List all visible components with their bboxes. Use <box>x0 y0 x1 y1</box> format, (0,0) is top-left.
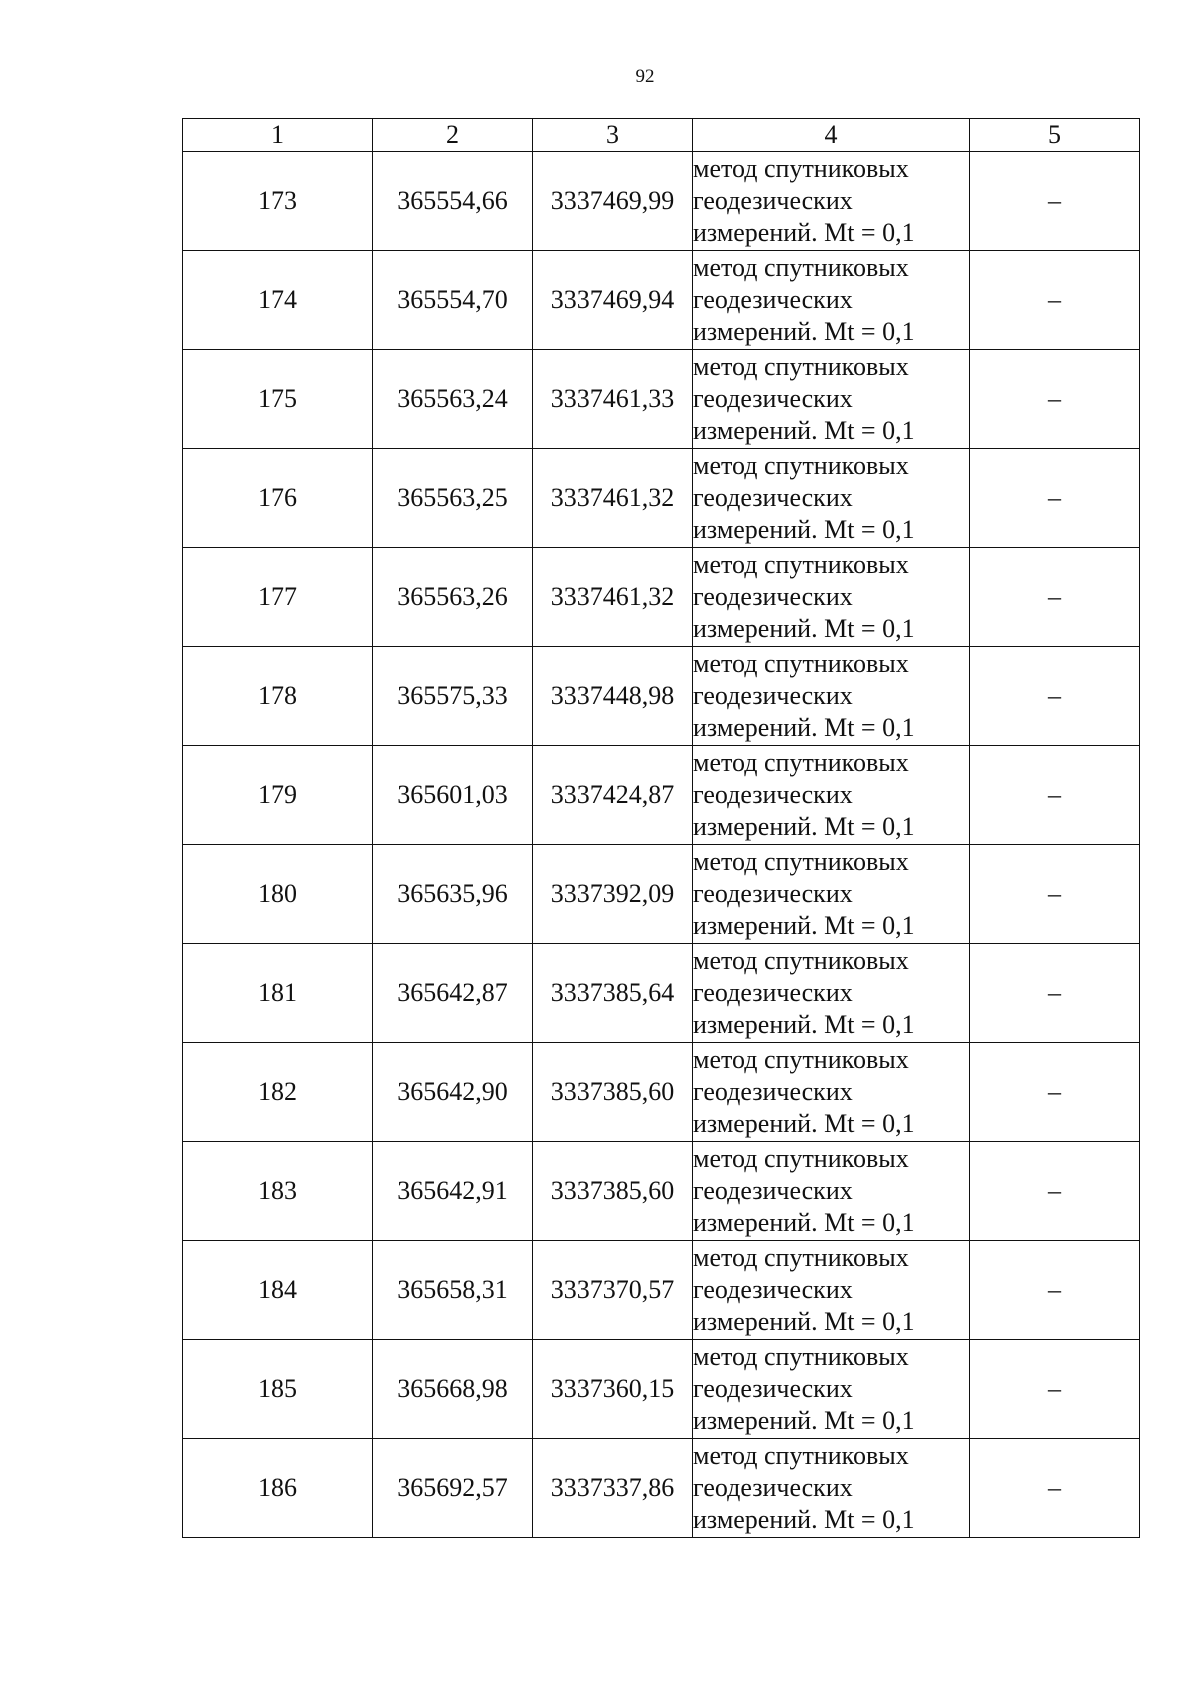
method-line: измерений. Mt = 0,1 <box>693 1307 915 1336</box>
method-line: измерений. Mt = 0,1 <box>693 614 915 643</box>
table-body <box>183 152 1140 1538</box>
method-line: геодезических <box>693 582 853 611</box>
x-coordinate-cell: 365554,66 <box>373 152 533 251</box>
note-cell: – <box>970 251 1140 350</box>
method-line: геодезических <box>693 879 853 908</box>
method-line: измерений. Mt = 0,1 <box>693 1505 915 1534</box>
x-coordinate-cell: 365642,87 <box>373 944 533 1043</box>
x-coordinate-cell: 365642,91 <box>373 1142 533 1241</box>
method-line: метод спутниковых <box>693 946 909 975</box>
note-cell: – <box>970 449 1140 548</box>
x-coordinate-cell: 365563,26 <box>373 548 533 647</box>
method-line: геодезических <box>693 1176 853 1205</box>
note-cell: – <box>970 1340 1140 1439</box>
table-row <box>183 647 1140 746</box>
table-row <box>183 449 1140 548</box>
y-coordinate-cell: 3337424,87 <box>533 746 693 845</box>
note-cell: – <box>970 548 1140 647</box>
method-line: геодезических <box>693 1473 853 1502</box>
method-cell <box>693 944 970 1043</box>
y-coordinate-cell: 3337370,57 <box>533 1241 693 1340</box>
method-line: метод спутниковых <box>693 847 909 876</box>
x-coordinate-cell: 365692,57 <box>373 1439 533 1538</box>
point-number-cell: 182 <box>183 1043 373 1142</box>
y-coordinate-cell: 3337385,60 <box>533 1142 693 1241</box>
method-cell <box>693 746 970 845</box>
point-number-cell: 179 <box>183 746 373 845</box>
note-cell: – <box>970 1439 1140 1538</box>
method-line: метод спутниковых <box>693 1144 909 1173</box>
method-line: измерений. Mt = 0,1 <box>693 515 915 544</box>
note-cell: – <box>970 746 1140 845</box>
method-line: измерений. Mt = 0,1 <box>693 1406 915 1435</box>
point-number-cell: 177 <box>183 548 373 647</box>
x-coordinate-cell: 365642,90 <box>373 1043 533 1142</box>
point-number-cell: 178 <box>183 647 373 746</box>
method-line: геодезических <box>693 186 853 215</box>
method-line: геодезических <box>693 681 853 710</box>
table-row <box>183 1241 1140 1340</box>
note-cell: – <box>970 152 1140 251</box>
method-cell <box>693 845 970 944</box>
column-header-4: 4 <box>693 119 970 152</box>
x-coordinate-cell: 365635,96 <box>373 845 533 944</box>
method-line: геодезических <box>693 384 853 413</box>
coordinates-table <box>182 118 1140 1538</box>
point-number-cell: 175 <box>183 350 373 449</box>
table-row <box>183 152 1140 251</box>
point-number-cell: 173 <box>183 152 373 251</box>
method-cell <box>693 1439 970 1538</box>
table-row <box>183 251 1140 350</box>
method-line: геодезических <box>693 1374 853 1403</box>
note-cell: – <box>970 647 1140 746</box>
method-cell <box>693 1043 970 1142</box>
note-cell: – <box>970 944 1140 1043</box>
method-cell <box>693 1142 970 1241</box>
table-row <box>183 1043 1140 1142</box>
column-header-2: 2 <box>373 119 533 152</box>
method-cell <box>693 647 970 746</box>
page-number: 92 <box>635 66 655 87</box>
method-line: измерений. Mt = 0,1 <box>693 317 915 346</box>
x-coordinate-cell: 365563,25 <box>373 449 533 548</box>
y-coordinate-cell: 3337448,98 <box>533 647 693 746</box>
table-row <box>183 1142 1140 1241</box>
table-row <box>183 944 1140 1043</box>
point-number-cell: 176 <box>183 449 373 548</box>
y-coordinate-cell: 3337337,86 <box>533 1439 693 1538</box>
method-line: измерений. Mt = 0,1 <box>693 1208 915 1237</box>
table-row <box>183 350 1140 449</box>
method-line: метод спутниковых <box>693 352 909 381</box>
method-line: измерений. Mt = 0,1 <box>693 218 915 247</box>
y-coordinate-cell: 3337360,15 <box>533 1340 693 1439</box>
method-cell <box>693 449 970 548</box>
x-coordinate-cell: 365554,70 <box>373 251 533 350</box>
method-line: метод спутниковых <box>693 253 909 282</box>
note-cell: – <box>970 845 1140 944</box>
method-cell <box>693 1241 970 1340</box>
note-cell: – <box>970 1142 1140 1241</box>
method-line: геодезических <box>693 1077 853 1106</box>
x-coordinate-cell: 365658,31 <box>373 1241 533 1340</box>
method-line: геодезических <box>693 1275 853 1304</box>
method-line: измерений. Mt = 0,1 <box>693 911 915 940</box>
point-number-cell: 183 <box>183 1142 373 1241</box>
method-line: метод спутниковых <box>693 1342 909 1371</box>
note-cell: – <box>970 350 1140 449</box>
method-line: метод спутниковых <box>693 649 909 678</box>
method-line: измерений. Mt = 0,1 <box>693 713 915 742</box>
method-line: метод спутниковых <box>693 1045 909 1074</box>
method-line: метод спутниковых <box>693 1243 909 1272</box>
method-line: метод спутниковых <box>693 550 909 579</box>
column-header-5: 5 <box>970 119 1140 152</box>
method-cell <box>693 251 970 350</box>
method-line: измерений. Mt = 0,1 <box>693 812 915 841</box>
method-line: метод спутниковых <box>693 154 909 183</box>
method-line: измерений. Mt = 0,1 <box>693 1010 915 1039</box>
method-line: геодезических <box>693 978 853 1007</box>
method-line: геодезических <box>693 285 853 314</box>
method-cell <box>693 548 970 647</box>
method-line: измерений. Mt = 0,1 <box>693 1109 915 1138</box>
point-number-cell: 174 <box>183 251 373 350</box>
point-number-cell: 185 <box>183 1340 373 1439</box>
point-number-cell: 184 <box>183 1241 373 1340</box>
point-number-cell: 186 <box>183 1439 373 1538</box>
table-row <box>183 1340 1140 1439</box>
y-coordinate-cell: 3337469,99 <box>533 152 693 251</box>
y-coordinate-cell: 3337461,33 <box>533 350 693 449</box>
y-coordinate-cell: 3337392,09 <box>533 845 693 944</box>
x-coordinate-cell: 365563,24 <box>373 350 533 449</box>
method-cell <box>693 350 970 449</box>
y-coordinate-cell: 3337461,32 <box>533 449 693 548</box>
table-row <box>183 746 1140 845</box>
method-line: геодезических <box>693 780 853 809</box>
method-line: метод спутниковых <box>693 748 909 777</box>
method-line: метод спутниковых <box>693 451 909 480</box>
table-header-row <box>183 119 1140 152</box>
method-cell <box>693 152 970 251</box>
method-line: метод спутниковых <box>693 1441 909 1470</box>
table-row <box>183 1439 1140 1538</box>
y-coordinate-cell: 3337385,60 <box>533 1043 693 1142</box>
note-cell: – <box>970 1241 1140 1340</box>
y-coordinate-cell: 3337469,94 <box>533 251 693 350</box>
column-header-1: 1 <box>183 119 373 152</box>
x-coordinate-cell: 365668,98 <box>373 1340 533 1439</box>
y-coordinate-cell: 3337461,32 <box>533 548 693 647</box>
note-cell: – <box>970 1043 1140 1142</box>
column-header-3: 3 <box>533 119 693 152</box>
method-line: геодезических <box>693 483 853 512</box>
point-number-cell: 180 <box>183 845 373 944</box>
method-cell <box>693 1340 970 1439</box>
table-row <box>183 548 1140 647</box>
x-coordinate-cell: 365601,03 <box>373 746 533 845</box>
x-coordinate-cell: 365575,33 <box>373 647 533 746</box>
table-row <box>183 845 1140 944</box>
point-number-cell: 181 <box>183 944 373 1043</box>
y-coordinate-cell: 3337385,64 <box>533 944 693 1043</box>
method-line: измерений. Mt = 0,1 <box>693 416 915 445</box>
